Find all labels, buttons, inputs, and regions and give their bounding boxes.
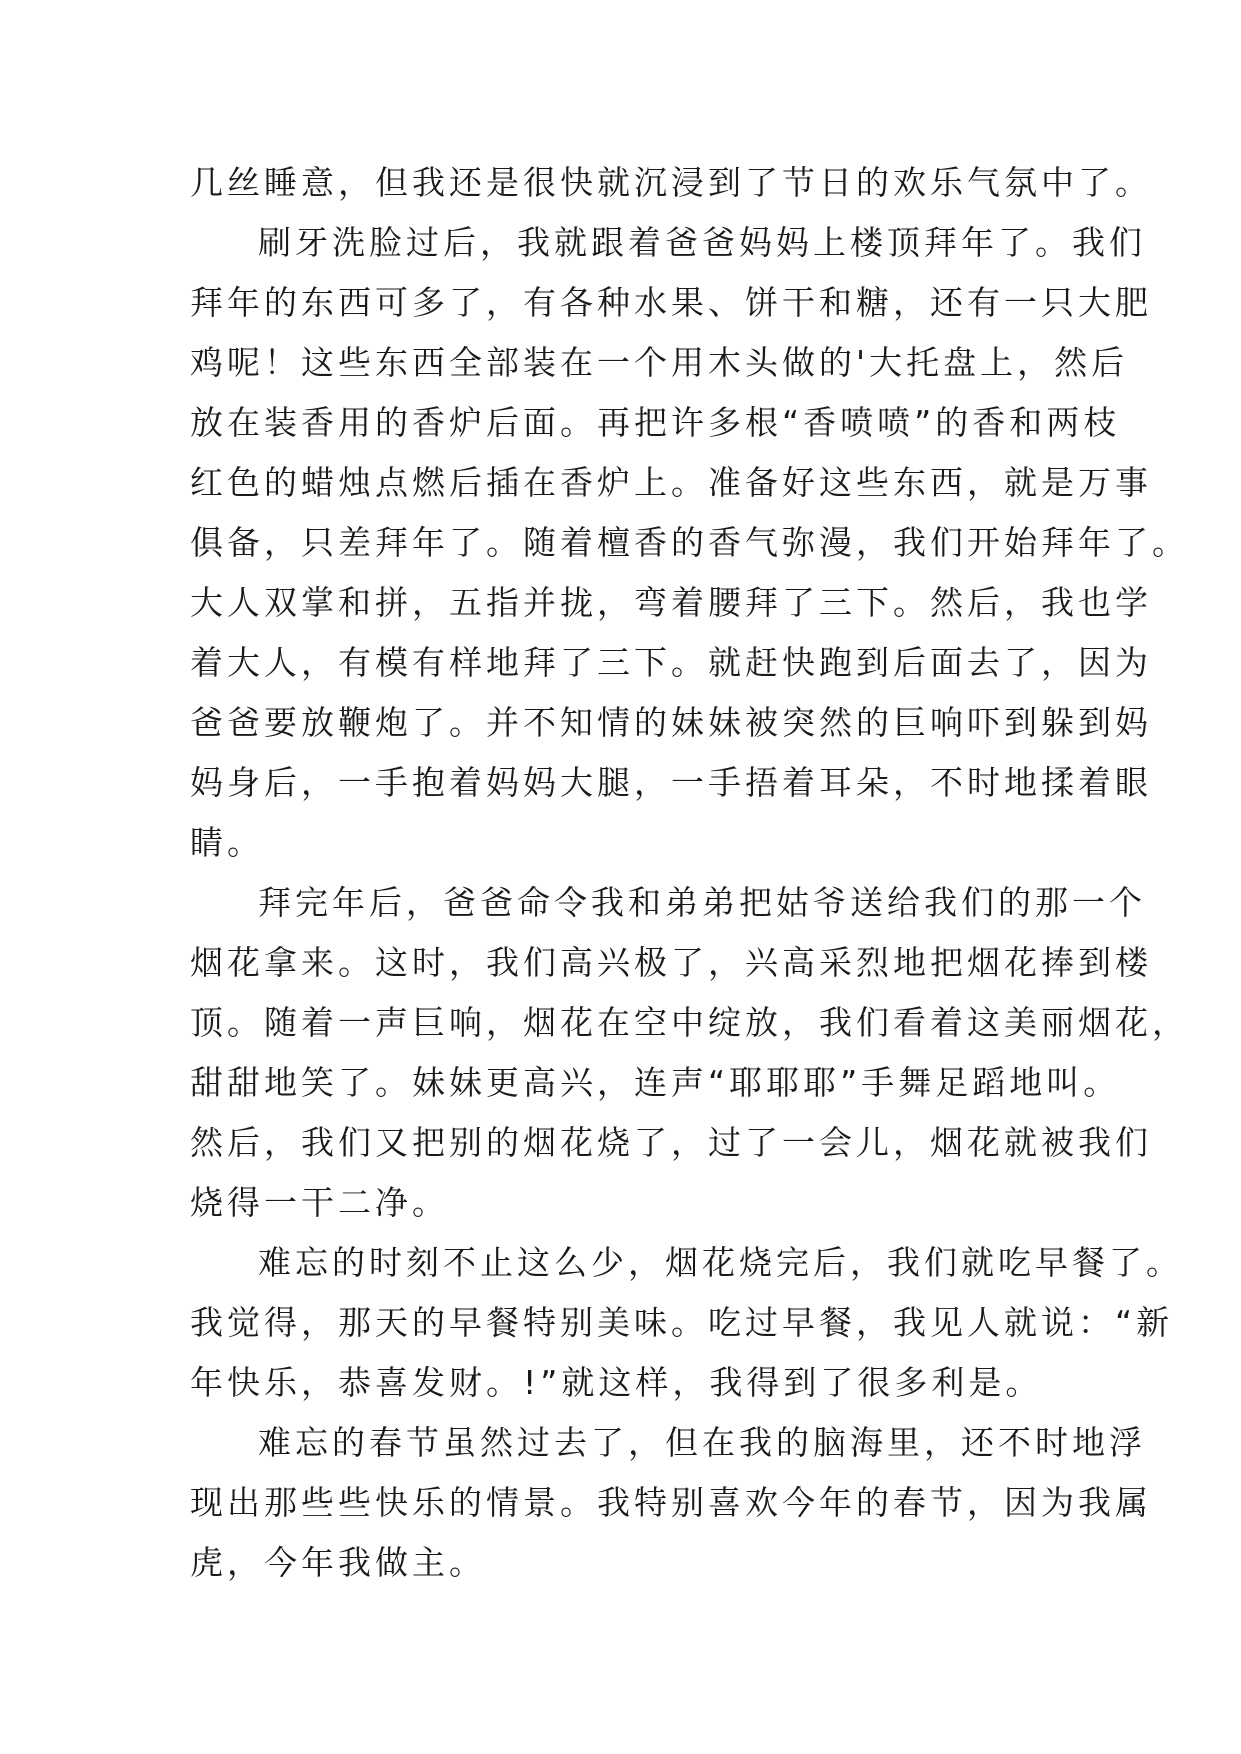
- text-line: 顶。随着一声巨响，烟花在空中绽放，我们看着这美丽烟花，: [190, 1003, 1189, 1042]
- text-line: 我觉得，那天的早餐特别美味。吃过早餐，我见人就说：“新: [190, 1303, 1174, 1342]
- text-line: 拜年的东西可多了，有各种水果、饼干和糖，还有一只大肥: [190, 283, 1152, 322]
- paragraph-5: [190, 1413, 1152, 1593]
- text-line: 难忘的春节虽然过去了，但在我的脑海里，还不时地浮: [258, 1423, 1146, 1462]
- text-line: 甜甜地笑了。妹妹更高兴，连声“耶耶耶”手舞足蹈地叫。: [190, 1063, 1121, 1102]
- text-line: 虎，今年我做主。: [190, 1543, 486, 1582]
- text-line: 然后，我们又把别的烟花烧了，过了一会儿，烟花就被我们: [190, 1123, 1152, 1162]
- document-body: [190, 153, 1189, 1593]
- text-line: 年快乐，恭喜发财。!”就这样，我得到了很多利是。: [190, 1363, 1043, 1402]
- text-line: 烧得一干二净。: [190, 1183, 449, 1222]
- paragraph-4: [190, 1233, 1183, 1413]
- text-line: 红色的蜡烛点燃后插在香炉上。准备好这些东西，就是万事: [190, 463, 1152, 502]
- text-line: 刷牙洗脸过后，我就跟着爸爸妈妈上楼顶拜年了。我们: [258, 223, 1146, 262]
- text-line: 爸爸要放鞭炮了。并不知情的妹妹被突然的巨响吓到躲到妈: [190, 703, 1152, 742]
- text-line: 烟花拿来。这时，我们高兴极了，兴高采烈地把烟花捧到楼: [190, 943, 1152, 982]
- text-line: 拜完年后，爸爸命令我和弟弟把姑爷送给我们的那一个: [258, 883, 1146, 922]
- text-line: 妈身后，一手抱着妈妈大腿，一手捂着耳朵，不时地揉着眼: [190, 763, 1152, 802]
- paragraph-1: [190, 153, 1152, 213]
- text-line: 现出那些些快乐的情景。我特别喜欢今年的春节，因为我属: [190, 1483, 1152, 1522]
- text-line: 睛。: [190, 823, 264, 862]
- text-line: 放在装香用的香炉后面。再把许多根“香喷喷”的香和两枝: [190, 403, 1121, 442]
- text-line: 俱备，只差拜年了。随着檀香的香气弥漫，我们开始拜年了。: [190, 523, 1189, 562]
- text-line: 着大人，有模有样地拜了三下。就赶快跑到后面去了，因为: [190, 643, 1152, 682]
- text-line: 几丝睡意，但我还是很快就沉浸到了节日的欢乐气氛中了。: [190, 163, 1152, 202]
- text-line: 大人双掌和拼，五指并拢，弯着腰拜了三下。然后，我也学: [190, 583, 1152, 622]
- text-line: 鸡呢！这些东西全部装在一个用木头做的'大托盘上，然后: [190, 343, 1129, 382]
- paragraph-2: [190, 213, 1189, 873]
- text-line: 难忘的时刻不止这么少，烟花烧完后，我们就吃早餐了。: [258, 1243, 1183, 1282]
- paragraph-3: [190, 873, 1189, 1233]
